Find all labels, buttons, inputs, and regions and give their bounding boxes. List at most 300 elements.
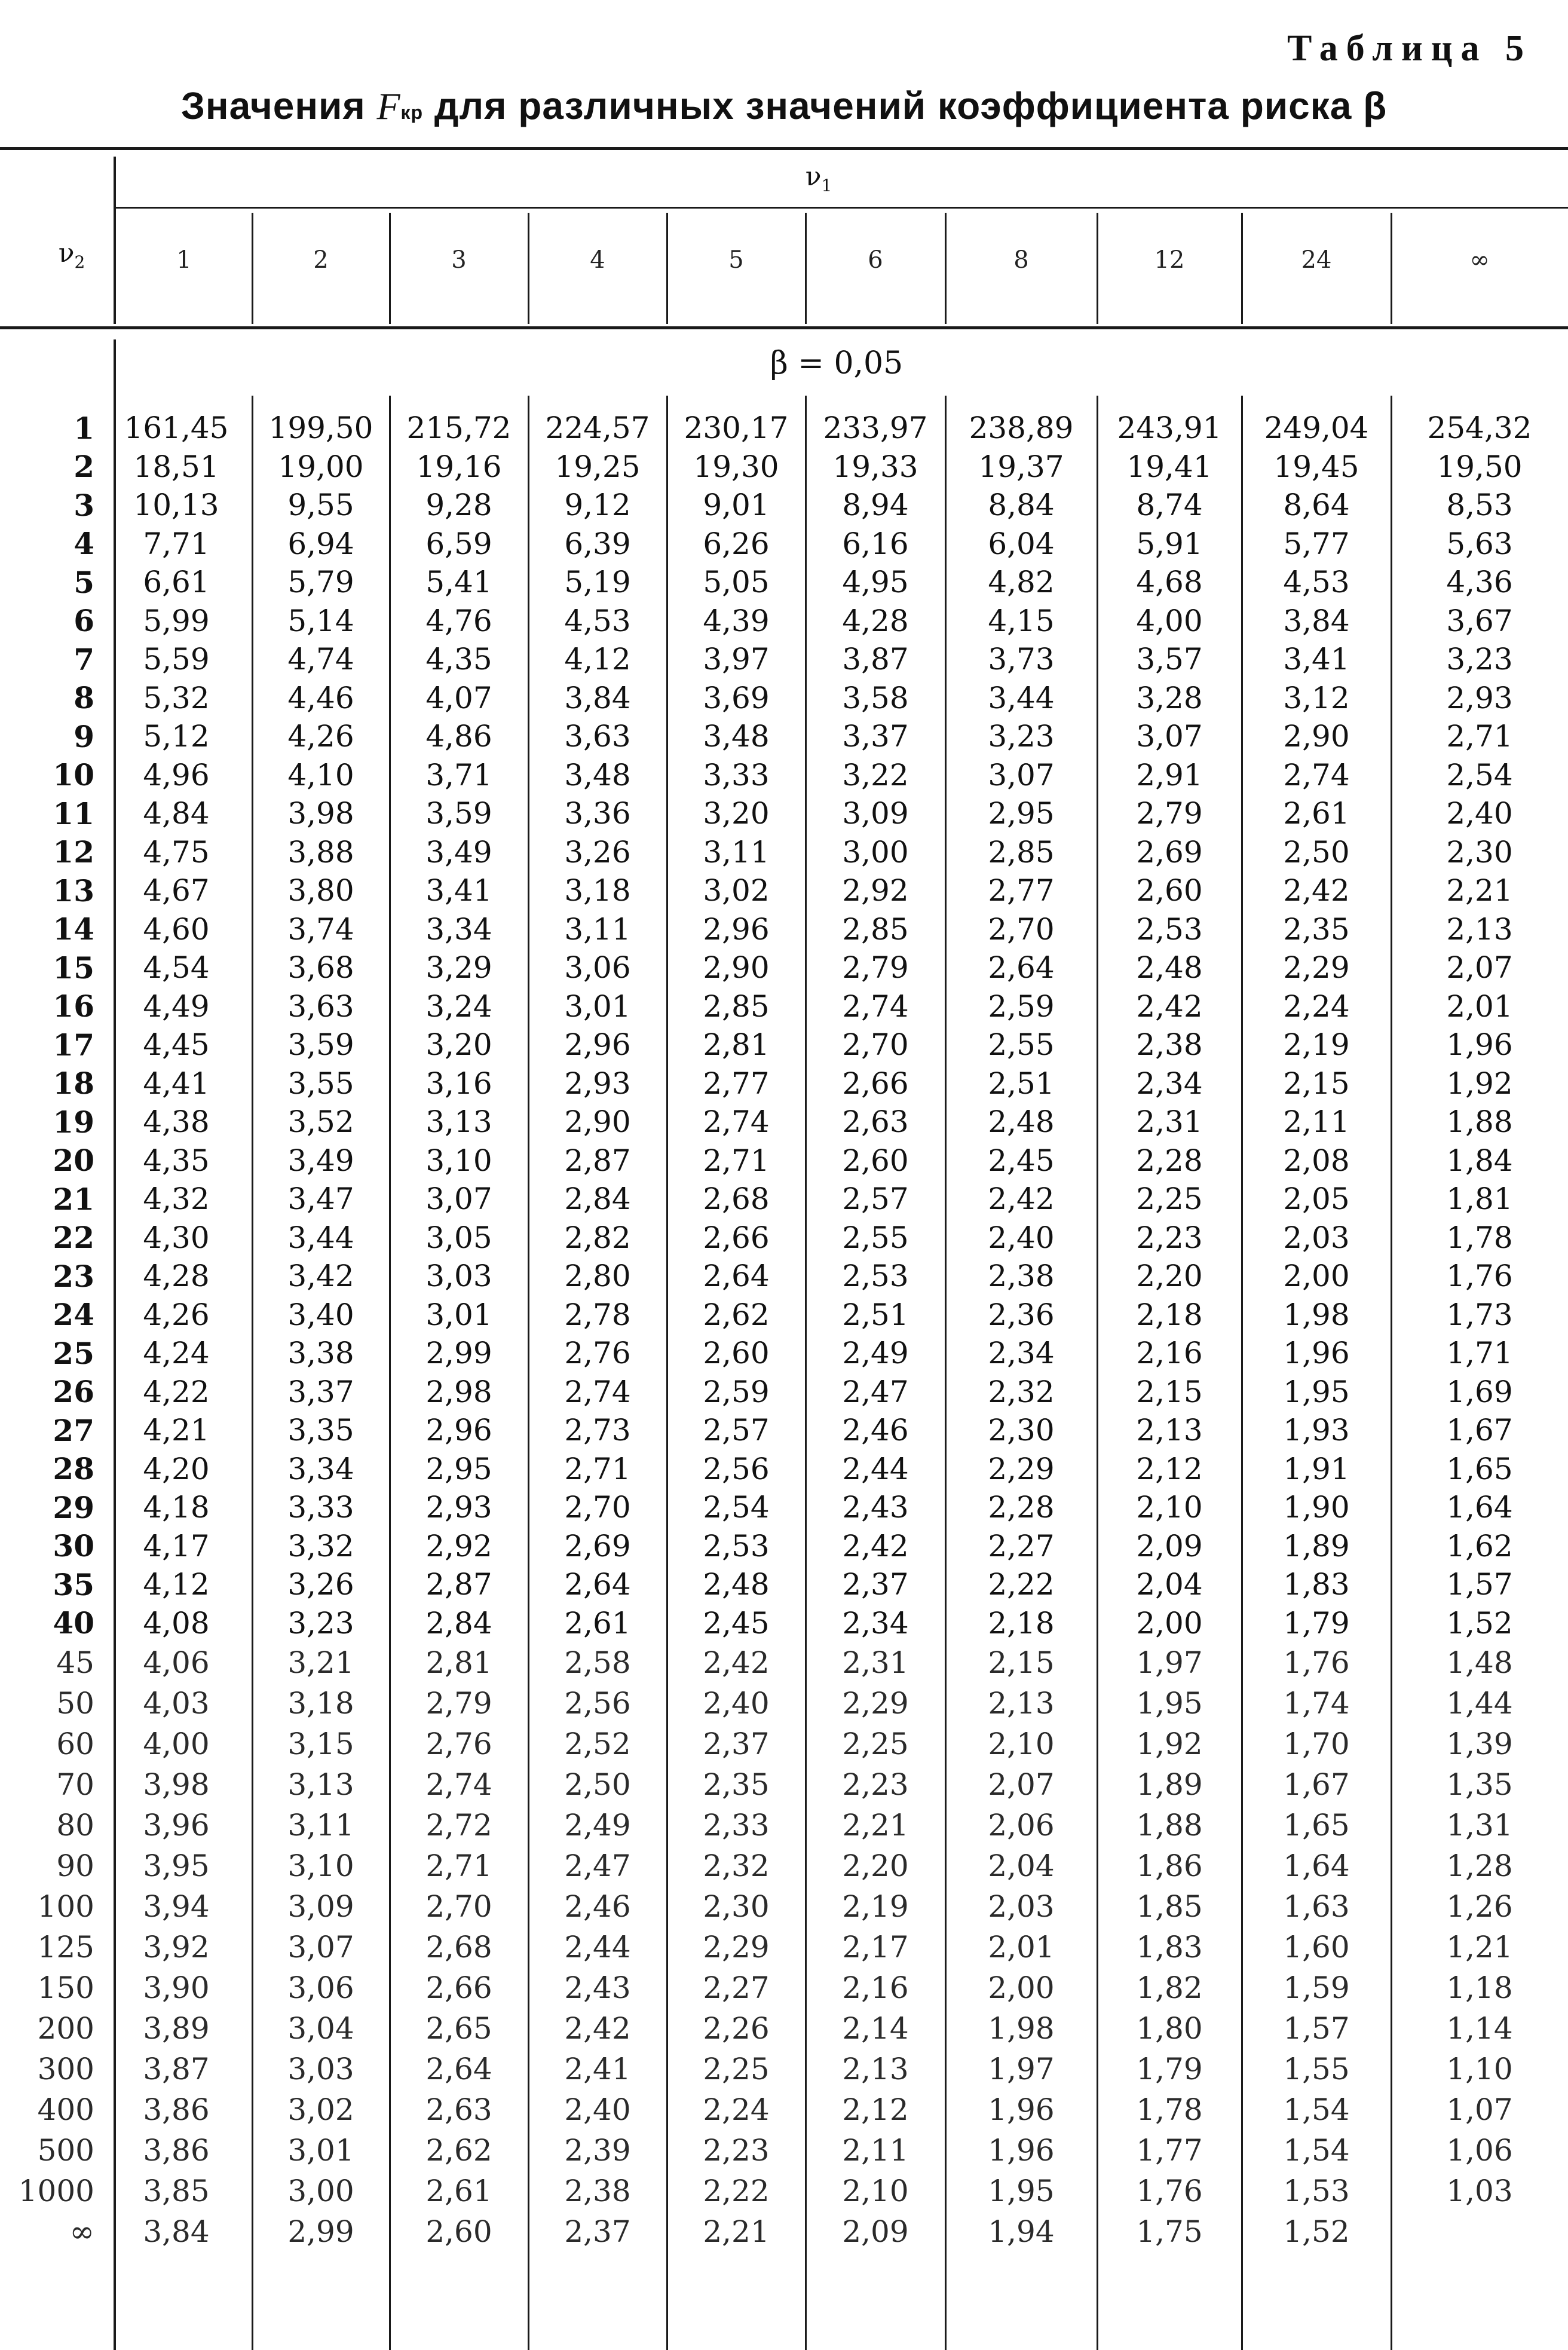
table-cell: 2,87 <box>425 1567 492 1602</box>
table-cell: 2,15 <box>1283 1066 1350 1101</box>
table-cell: 2,38 <box>1136 1027 1203 1063</box>
table-cell: 2,81 <box>425 1645 492 1680</box>
table-row <box>0 910 1568 949</box>
table-cell: 2,42 <box>1136 989 1203 1024</box>
table-cell: 2,46 <box>564 1889 631 1924</box>
table-cell: 2,63 <box>842 1104 909 1140</box>
table-cell: 1,78 <box>1136 2092 1203 2127</box>
row-label: 23 <box>53 1258 94 1294</box>
column-header: 1 <box>176 246 192 274</box>
row-label: 15 <box>53 950 94 986</box>
table-cell: 4,20 <box>143 1451 210 1486</box>
table-cell: 2,23 <box>703 2133 770 2168</box>
table-cell: 2,37 <box>842 1567 909 1602</box>
table-cell: 6,59 <box>425 526 492 561</box>
table-cell: 1,89 <box>1283 1528 1350 1563</box>
row-label-divider <box>114 157 116 324</box>
table-row <box>0 1373 1568 1412</box>
table-cell: 3,13 <box>287 1767 354 1802</box>
table-cell: 1,21 <box>1446 1930 1513 1965</box>
table-cell: 243,91 <box>1117 411 1222 446</box>
table-cell: 2,42 <box>564 2011 631 2046</box>
table-row <box>0 948 1568 987</box>
table-cell: 6,16 <box>842 526 909 561</box>
table-cell: 3,04 <box>287 2011 354 2046</box>
table-cell: 230,17 <box>684 411 789 446</box>
table-cell: 2,64 <box>703 1259 770 1294</box>
table-cell: 2,35 <box>1283 911 1350 947</box>
table-cell: 2,46 <box>842 1413 909 1448</box>
table-cell: 2,96 <box>564 1027 631 1063</box>
table-cell: 2,85 <box>988 834 1055 870</box>
table-cell: 1,55 <box>1283 2052 1350 2086</box>
table-row <box>0 1642 1568 1683</box>
table-cell: 4,15 <box>988 603 1055 638</box>
table-cell: 3,80 <box>287 873 354 908</box>
table-cell: 1,48 <box>1446 1645 1513 1680</box>
table-row <box>0 1334 1568 1373</box>
table-cell: 2,06 <box>988 1808 1055 1843</box>
table-cell: 3,10 <box>425 1143 492 1178</box>
table-cell: 2,07 <box>1446 950 1513 986</box>
table-cell: 19,33 <box>832 449 918 484</box>
row-label: 12 <box>53 834 94 870</box>
row-label: 3 <box>74 487 94 523</box>
table-cell: 2,93 <box>425 1490 492 1525</box>
row-label: 16 <box>53 989 94 1024</box>
table-cell: 2,20 <box>842 1849 909 1883</box>
table-cell: 1,28 <box>1446 1849 1513 1883</box>
table-cell: 2,40 <box>703 1686 770 1721</box>
table-cell: 1,76 <box>1446 1259 1513 1294</box>
table-row <box>0 409 1568 448</box>
table-cell: 1,88 <box>1136 1808 1203 1843</box>
table-cell: 2,78 <box>564 1297 631 1332</box>
table-cell: 2,04 <box>988 1849 1055 1883</box>
row-label: 70 <box>56 1767 94 1802</box>
table-cell: 3,07 <box>287 1930 354 1965</box>
table-cell: 1,76 <box>1283 1645 1350 1680</box>
table-cell: 2,12 <box>1136 1451 1203 1486</box>
table-cell: 2,63 <box>425 2092 492 2127</box>
table-cell: 5,59 <box>143 642 210 677</box>
table-cell: 3,35 <box>287 1413 354 1448</box>
table-cell: 19,37 <box>978 449 1064 484</box>
table-cell: 2,44 <box>564 1930 631 1965</box>
table-row <box>0 1805 1568 1846</box>
table-cell: 2,36 <box>988 1297 1055 1332</box>
table-cell: 2,44 <box>842 1451 909 1486</box>
table-row <box>0 1142 1568 1180</box>
table-number: Таблица 5 <box>1287 28 1532 69</box>
table-cell: 2,45 <box>703 1605 770 1641</box>
row-label: 24 <box>53 1297 94 1333</box>
table-cell: 4,32 <box>143 1182 210 1217</box>
table-cell: 2,72 <box>425 1808 492 1843</box>
table-cell: 2,53 <box>1136 911 1203 947</box>
table-cell: 2,30 <box>703 1889 770 1924</box>
row-label: 22 <box>53 1220 94 1256</box>
table-cell: 2,28 <box>1136 1143 1203 1178</box>
table-cell: 1,85 <box>1136 1889 1203 1924</box>
section-label: β = 0,05 <box>770 345 904 381</box>
table-cell: 2,71 <box>425 1849 492 1883</box>
table-cell: 4,06 <box>143 1645 210 1680</box>
table-cell: 3,71 <box>425 757 492 792</box>
table-cell: 3,06 <box>564 950 631 986</box>
row-label: 30 <box>53 1528 94 1564</box>
table-cell: 4,35 <box>143 1143 210 1178</box>
table-row <box>0 2130 1568 2171</box>
table-cell: 5,14 <box>287 603 354 638</box>
table-cell: 2,56 <box>703 1451 770 1486</box>
table-cell: 1,89 <box>1136 1767 1203 1802</box>
column-group-symbol: ν <box>805 161 822 192</box>
table-cell: 2,27 <box>703 1970 770 2005</box>
row-label: 21 <box>53 1181 94 1217</box>
row-label: 19 <box>53 1104 94 1140</box>
table-cell: 3,58 <box>842 680 909 715</box>
table-cell: 2,10 <box>1136 1490 1203 1525</box>
table-row <box>0 871 1568 910</box>
table-cell: 3,07 <box>988 757 1055 792</box>
row-label: 7 <box>74 641 94 677</box>
table-cell: 2,71 <box>1446 719 1513 754</box>
table-cell: 3,03 <box>287 2052 354 2086</box>
table-cell: 2,35 <box>703 1767 770 1802</box>
table-cell: 1,57 <box>1283 2011 1350 2046</box>
table-cell: 2,17 <box>842 1930 909 1965</box>
row-label: 13 <box>53 873 94 908</box>
table-cell: 1,57 <box>1446 1567 1513 1602</box>
table-cell: 3,36 <box>564 796 631 831</box>
table-cell: 3,41 <box>1283 642 1350 677</box>
table-cell: 4,86 <box>425 719 492 754</box>
table-cell: 2,84 <box>564 1182 631 1217</box>
row-label: 50 <box>56 1686 94 1721</box>
table-cell: 4,74 <box>287 642 354 677</box>
table-cell: 2,70 <box>842 1027 909 1063</box>
table-cell: 1,60 <box>1283 1930 1350 1965</box>
table-cell: 2,95 <box>988 796 1055 831</box>
table-cell: 224,57 <box>545 411 650 446</box>
table-cell: 2,60 <box>425 2214 492 2249</box>
table-cell: 2,54 <box>1446 757 1513 792</box>
table-cell: 2,13 <box>1136 1413 1203 1448</box>
table-cell: 3,89 <box>143 2011 210 2046</box>
table-cell: 2,32 <box>703 1849 770 1883</box>
table-cell: 3,21 <box>287 1645 354 1680</box>
table-cell: 2,48 <box>988 1104 1055 1140</box>
table-cell: 2,93 <box>1446 680 1513 715</box>
table-cell: 2,23 <box>1136 1220 1203 1255</box>
row-label: 400 <box>37 2092 94 2127</box>
table-cell: 161,45 <box>124 411 229 446</box>
table-cell: 3,10 <box>287 1849 354 1883</box>
table-cell: 3,01 <box>425 1297 492 1332</box>
table-cell: 3,01 <box>287 2133 354 2168</box>
table-cell: 2,61 <box>1283 796 1350 831</box>
table-row <box>0 794 1568 833</box>
table-cell: 5,99 <box>143 603 210 638</box>
table-cell: 1,96 <box>988 2092 1055 2127</box>
table-row <box>0 2008 1568 2049</box>
table-cell: 4,53 <box>1283 565 1350 600</box>
table-cell: 4,46 <box>287 680 354 715</box>
table-cell: 2,34 <box>1136 1066 1203 1101</box>
table-cell: 3,16 <box>425 1066 492 1101</box>
table-cell: 3,52 <box>287 1104 354 1140</box>
table-cell: 3,59 <box>425 796 492 831</box>
table-cell: 2,19 <box>1283 1027 1350 1063</box>
table-cell: 2,18 <box>988 1605 1055 1641</box>
table-cell: 2,21 <box>1446 873 1513 908</box>
table-cell: 3,12 <box>1283 680 1350 715</box>
table-cell: 2,42 <box>1283 873 1350 908</box>
table-cell: 2,38 <box>988 1259 1055 1294</box>
row-label: 29 <box>53 1489 94 1525</box>
table-cell: 1,86 <box>1136 1849 1203 1883</box>
table-cell: 19,00 <box>278 449 364 484</box>
table-cell: 2,74 <box>842 989 909 1024</box>
table-cell: 1,03 <box>1446 2174 1513 2208</box>
table-cell: 4,38 <box>143 1104 210 1140</box>
table-cell: 2,85 <box>703 989 770 1024</box>
caption-text-before: Значения <box>180 84 377 127</box>
table-cell: 1,74 <box>1283 1686 1350 1721</box>
table-cell: 3,63 <box>287 989 354 1024</box>
table-cell: 4,39 <box>703 603 770 638</box>
table-cell: 3,68 <box>287 950 354 986</box>
table-cell: 2,58 <box>564 1645 631 1680</box>
table-cell: 2,98 <box>425 1374 492 1409</box>
table-cell: 2,05 <box>1283 1182 1350 1217</box>
table-cell: 2,71 <box>564 1451 631 1486</box>
table-cell: 3,34 <box>425 911 492 947</box>
table-cell: 2,13 <box>988 1686 1055 1721</box>
table-cell: 2,70 <box>564 1490 631 1525</box>
table-cell: 8,84 <box>988 488 1055 523</box>
table-cell: 1,64 <box>1283 1849 1350 1883</box>
table-cell: 2,00 <box>1283 1259 1350 1294</box>
table-cell: 2,23 <box>842 1767 909 1802</box>
table-cell: 3,87 <box>143 2052 210 2086</box>
column-header: 5 <box>728 246 744 274</box>
table-cell: 6,94 <box>287 526 354 561</box>
table-cell: 3,11 <box>287 1808 354 1843</box>
table-cell: 3,07 <box>425 1182 492 1217</box>
table-cell: 2,51 <box>988 1066 1055 1101</box>
table-row <box>0 679 1568 718</box>
table-cell: 2,48 <box>1136 950 1203 986</box>
table-cell: 2,64 <box>988 950 1055 986</box>
table-cell: 2,87 <box>564 1143 631 1178</box>
table-cell: 2,42 <box>703 1645 770 1680</box>
table-cell: 4,82 <box>988 565 1055 600</box>
table-cell: 3,63 <box>564 719 631 754</box>
table-cell: 1,07 <box>1446 2092 1513 2127</box>
table-cell: 4,26 <box>287 719 354 754</box>
table-cell: 2,84 <box>425 1605 492 1641</box>
table-cell: 3,23 <box>287 1605 354 1641</box>
table-cell: 9,01 <box>703 488 770 523</box>
table-cell: 3,48 <box>564 757 631 792</box>
table-cell: 1,06 <box>1446 2133 1513 2168</box>
table-cell: 2,64 <box>564 1567 631 1602</box>
table-cell: 1,81 <box>1446 1182 1513 1217</box>
table-cell: 2,90 <box>1283 719 1350 754</box>
table-cell: 215,72 <box>406 411 512 446</box>
table-cell: 2,76 <box>564 1336 631 1371</box>
table-cell: 7,71 <box>143 526 210 561</box>
table-cell: 2,13 <box>842 2052 909 2086</box>
table-cell: 2,50 <box>564 1767 631 1802</box>
table-cell: 2,77 <box>988 873 1055 908</box>
table-cell: 1,35 <box>1446 1767 1513 1802</box>
table-cell: 2,68 <box>703 1182 770 1217</box>
table-cell: 3,55 <box>287 1066 354 1101</box>
table-cell: 1,97 <box>1136 1645 1203 1680</box>
table-cell: 3,47 <box>287 1182 354 1217</box>
table-cell: 3,85 <box>143 2174 210 2208</box>
row-label-symbol: ν <box>58 238 75 268</box>
table-cell: 2,93 <box>564 1066 631 1101</box>
table-cell: 9,28 <box>425 488 492 523</box>
table-cell: 2,39 <box>564 2133 631 2168</box>
table-cell: 1,26 <box>1446 1889 1513 1924</box>
table-cell: 4,45 <box>143 1027 210 1063</box>
table-cell: 4,36 <box>1446 565 1513 600</box>
table-cell: 4,12 <box>564 642 631 677</box>
column-header: 8 <box>1013 246 1029 274</box>
table-row <box>0 2089 1568 2130</box>
table-cell: 3,26 <box>564 834 631 870</box>
table-cell: 2,15 <box>1136 1374 1203 1409</box>
table-cell: 2,38 <box>564 2174 631 2208</box>
table-cell: 3,22 <box>842 757 909 792</box>
table-row <box>0 1967 1568 2008</box>
table-cell: 1,79 <box>1283 1605 1350 1641</box>
table-cell: 2,73 <box>564 1413 631 1448</box>
table-cell: 2,90 <box>564 1104 631 1140</box>
table-cell: 3,41 <box>425 873 492 908</box>
table-cell: 2,54 <box>703 1490 770 1525</box>
table-cell: 5,41 <box>425 565 492 600</box>
table-cell: 2,40 <box>988 1220 1055 1255</box>
table-cell: 4,03 <box>143 1686 210 1721</box>
caption-text-after: для различных значений коэффициента риска β <box>423 84 1388 127</box>
table-cell: 2,18 <box>1136 1297 1203 1332</box>
table-cell: 1,98 <box>988 2011 1055 2046</box>
table-row <box>0 448 1568 486</box>
table-cell: 2,76 <box>425 1727 492 1761</box>
table-cell: 2,92 <box>425 1528 492 1563</box>
table-cell: 2,34 <box>988 1336 1055 1371</box>
table-row <box>0 1724 1568 1764</box>
table-cell: 3,38 <box>287 1336 354 1371</box>
table-cell: 1,31 <box>1446 1808 1513 1843</box>
table-cell: 19,25 <box>555 449 641 484</box>
table-cell: 4,67 <box>143 873 210 908</box>
table-cell: 2,65 <box>425 2011 492 2046</box>
table-cell: 3,84 <box>564 680 631 715</box>
row-label: 60 <box>56 1727 94 1761</box>
table-cell: 4,17 <box>143 1528 210 1563</box>
table-cell: 2,74 <box>703 1104 770 1140</box>
caption-symbol: F <box>376 85 401 127</box>
table-cell: 2,13 <box>1446 911 1513 947</box>
table-row <box>0 2211 1568 2252</box>
table-cell: 2,00 <box>1136 1605 1203 1641</box>
table-cell: 3,44 <box>287 1220 354 1255</box>
row-label: 150 <box>37 1970 94 2005</box>
table-row <box>0 1927 1568 1967</box>
table-row <box>0 833 1568 872</box>
table-cell: 4,54 <box>143 950 210 986</box>
table-cell: 3,73 <box>988 642 1055 677</box>
table-cell: 4,75 <box>143 834 210 870</box>
row-label: 11 <box>53 795 94 831</box>
table-cell: 3,18 <box>287 1686 354 1721</box>
table-cell: 2,19 <box>842 1889 909 1924</box>
table-cell: 5,91 <box>1136 526 1203 561</box>
table-cell: 2,47 <box>564 1849 631 1883</box>
table-cell: 2,21 <box>842 1808 909 1843</box>
table-cell: 2,53 <box>842 1259 909 1294</box>
table-cell: 6,61 <box>143 565 210 600</box>
table-cell: 2,56 <box>564 1686 631 1721</box>
table-cell: 3,24 <box>425 989 492 1024</box>
table-cell: 2,74 <box>1283 757 1350 792</box>
table-cell: 4,18 <box>143 1490 210 1525</box>
table-cell: 3,15 <box>287 1727 354 1761</box>
table-cell: 2,49 <box>842 1336 909 1371</box>
table-cell: 1,92 <box>1136 1727 1203 1761</box>
table-cell: 1,76 <box>1136 2174 1203 2208</box>
table-row <box>0 1296 1568 1335</box>
table-cell: 8,53 <box>1446 488 1513 523</box>
table-cell: 2,55 <box>842 1220 909 1255</box>
table-cell: 3,48 <box>703 719 770 754</box>
table-cell: 1,94 <box>988 2214 1055 2249</box>
row-label: 6 <box>74 603 94 639</box>
table-cell: 9,12 <box>564 488 631 523</box>
table-cell: 3,02 <box>287 2092 354 2127</box>
table-cell: 3,34 <box>287 1451 354 1486</box>
table-cell: 3,98 <box>143 1767 210 1802</box>
table-cell: 2,10 <box>842 2174 909 2208</box>
table-cell: 3,90 <box>143 1970 210 2005</box>
table-cell: 2,12 <box>842 2092 909 2127</box>
table-cell: 1,95 <box>988 2174 1055 2208</box>
table-cell: 2,74 <box>425 1767 492 1802</box>
table-cell: 3,97 <box>703 642 770 677</box>
table-cell: 1,98 <box>1283 1297 1350 1332</box>
table-cell: 4,49 <box>143 989 210 1024</box>
row-label: 2 <box>74 449 94 485</box>
row-label: 5 <box>74 564 94 600</box>
table-cell: 2,11 <box>1283 1104 1350 1140</box>
table-cell: 3,23 <box>1446 642 1513 677</box>
table-cell: 3,23 <box>988 719 1055 754</box>
table-cell: 233,97 <box>823 411 928 446</box>
row-label: 90 <box>56 1849 94 1883</box>
table-cell: 3,01 <box>564 989 631 1024</box>
row-label: 4 <box>74 526 94 562</box>
table-cell: 2,57 <box>703 1413 770 1448</box>
table-cell: 4,00 <box>143 1727 210 1761</box>
table-row <box>0 1565 1568 1604</box>
